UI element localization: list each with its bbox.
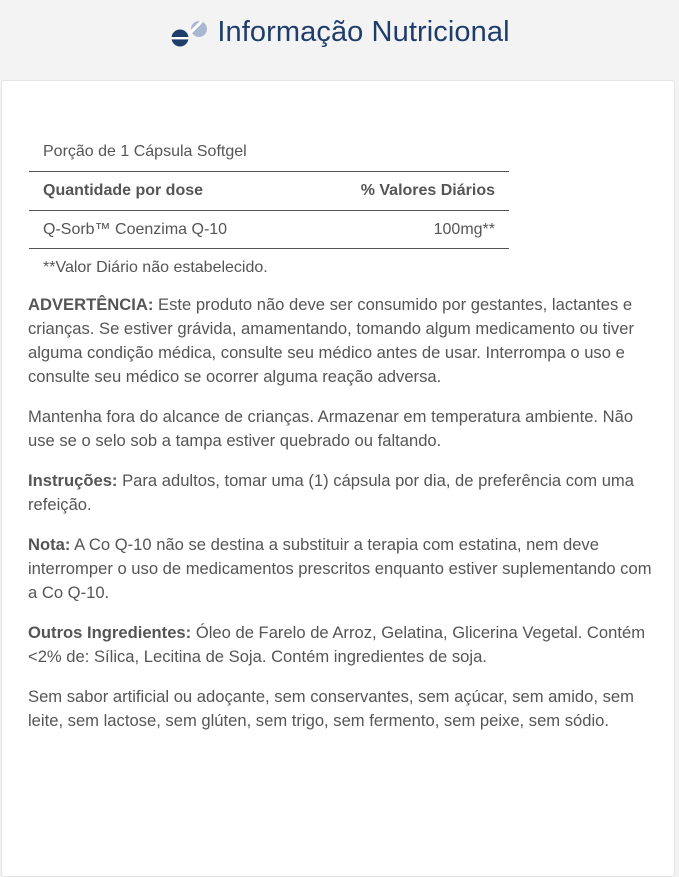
column-header-amount: Quantidade por dose (29, 172, 301, 211)
warning-label: ADVERTÊNCIA: (28, 295, 154, 314)
note-label: Nota: (28, 535, 71, 554)
storage-text: Mantenha fora do alcance de crianças. Armazenar em temperatura ambiente. Não use se o selo sob a tampa estiver quebrado ou faltando. (28, 407, 634, 450)
instructions-text: Para adultos, tomar uma (1) cápsula por dia, de preferência com uma refeição. (28, 471, 634, 514)
ingredients-text: Óleo de Farelo de Arroz, Gelatina, Glicerina Vegetal. Contém <2% de: Sílica, Lecitina de Soja. Contém ingredientes de soja. (28, 623, 646, 666)
ingredients-section (28, 621, 658, 669)
warning-text: Este produto não deve ser consumido por gestantes, lactantes e crianças. Se estiver grávida, amamentando, tomando algum medicamento ou tiver alguma condição médica, consulte seu médico antes de usar. Interrompa o uso e consulte seu médico se ocorrer alguma reação adversa. (28, 295, 634, 386)
free-from-text: Sem sabor artificial ou adoçante, sem conservantes, sem açúcar, sem amido, sem leite, sem lactose, sem glúten, sem trigo, sem fermento, sem peixe, sem sódio. (28, 687, 634, 730)
table-row (29, 211, 509, 249)
free-from-section (28, 685, 658, 733)
facts-table (29, 171, 509, 249)
warning-section (28, 293, 658, 389)
nutrition-facts-table (29, 133, 509, 287)
table-header-row (29, 172, 509, 211)
nutrition-panel (1, 80, 675, 877)
ingredients-label: Outros Ingredientes: (28, 623, 192, 642)
instructions-label: Instruções: (28, 471, 118, 490)
note-text: A Co Q-10 não se destina a substituir a terapia com estatina, nem deve interromper o uso de medicamentos prescritos enquanto estiver suplementando com a Co Q-10. (28, 535, 652, 602)
pills-icon (169, 18, 209, 48)
column-header-daily-value: % Valores Diários (301, 172, 509, 211)
page-title: Informação Nutricional (217, 15, 510, 48)
storage-section (28, 405, 658, 453)
instructions-section (28, 469, 658, 517)
nutrient-name: Q-Sorb™ Coenzima Q-10 (29, 211, 301, 249)
serving-size: Porção de 1 Cápsula Softgel (43, 143, 247, 160)
label-text (28, 293, 658, 749)
note-section (28, 533, 658, 605)
daily-value-footnote: **Valor Diário não estabelecido. (43, 259, 268, 276)
nutrient-value: 100mg** (301, 211, 509, 249)
page-header (0, 0, 679, 64)
